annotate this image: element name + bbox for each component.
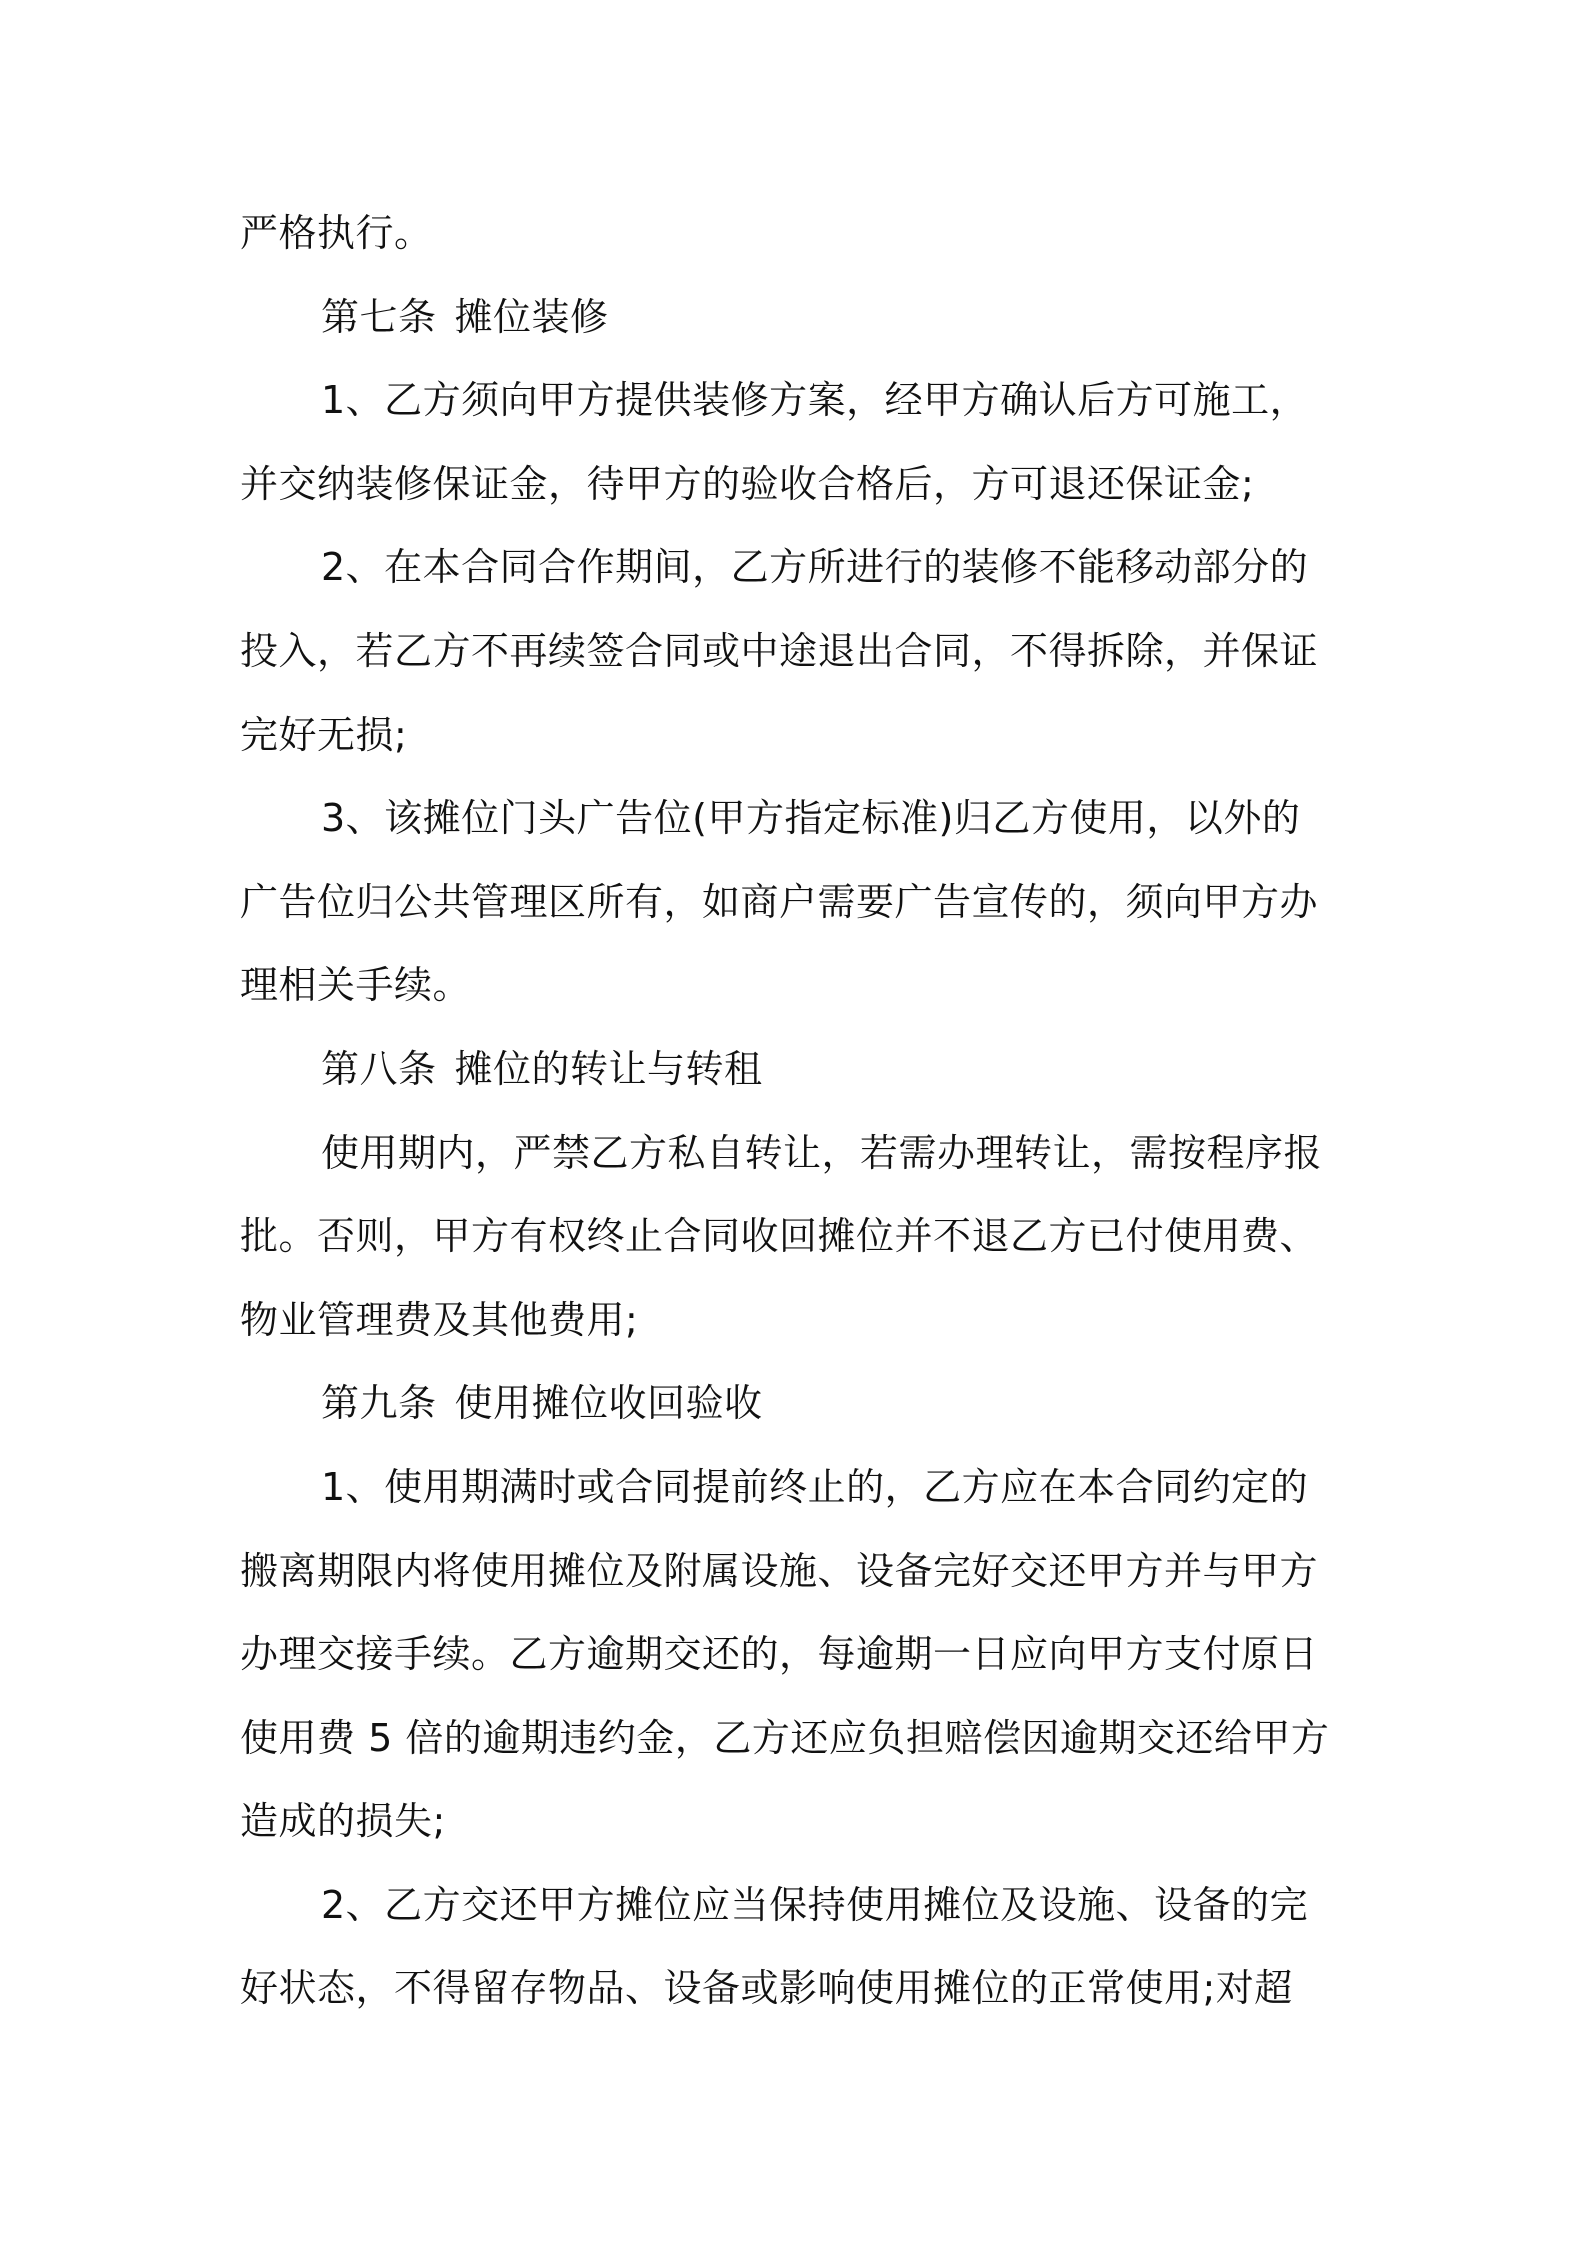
paragraph-line: 搬离期限内将使用摊位及附属设施、设备完好交还甲方并与甲方 [240, 1548, 1319, 1593]
article-heading-9 [240, 1362, 1358, 1446]
article-title: 摊位装修 [454, 294, 609, 339]
article-heading-7 [240, 276, 1358, 360]
paragraph-line: 好状态，不得留存物品、设备或影响使用摊位的正常使用;对超 [240, 1966, 1293, 2011]
article-title: 使用摊位收回验收 [454, 1381, 763, 1426]
paragraph-line: 造成的损失; [240, 1799, 446, 1844]
paragraph-line: 批。否则，甲方有权终止合同收回摊位并不退乙方已付使用费、 [240, 1214, 1319, 1259]
article-number: 第八条 [321, 1046, 437, 1091]
paragraph-line: 使用费 5 倍的逾期违约金，乙方还应负担赔偿因逾期交还给甲方 [240, 1715, 1330, 1760]
paragraph-line: 使用期内，严禁乙方私自转让，若需办理转让，需按程序报 [321, 1130, 1323, 1175]
paragraph-line: 严格执行。 [240, 211, 433, 255]
paragraph-line: 2、乙方交还甲方摊位应当保持使用摊位及设施、设备的完 [321, 1882, 1309, 1927]
paragraph-line: 投入，若乙方不再续签合同或中途退出合同，不得拆除，并保证 [240, 628, 1319, 673]
document-page [240, 192, 1358, 2031]
paragraph-line: 理相关手续。 [240, 963, 472, 1008]
paragraph-line: 1、乙方须向甲方提供装修方案，经甲方确认后方可施工， [321, 378, 1309, 423]
article-number: 第九条 [321, 1381, 437, 1426]
paragraph-line: 物业管理费及其他费用; [240, 1297, 639, 1342]
paragraph-line: 3、该摊位门头广告位(甲方指定标准)归乙方使用，以外的 [321, 796, 1301, 841]
article-heading-8 [240, 1028, 1358, 1112]
article-title: 摊位的转让与转租 [454, 1046, 763, 1091]
paragraph-line: 2、在本合同合作期间，乙方所进行的装修不能移动部分的 [321, 545, 1309, 590]
paragraph-line: 1、使用期满时或合同提前终止的，乙方应在本合同约定的 [321, 1464, 1309, 1509]
paragraph-line: 并交纳装修保证金，待甲方的验收合格后，方可退还保证金; [240, 461, 1255, 506]
paragraph-line: 完好无损; [240, 712, 408, 757]
paragraph-line: 广告位归公共管理区所有，如商户需要广告宣传的，须向甲方办 [240, 879, 1319, 924]
article-number: 第七条 [321, 294, 437, 339]
paragraph-line: 办理交接手续。乙方逾期交还的，每逾期一日应向甲方支付原日 [240, 1632, 1319, 1677]
